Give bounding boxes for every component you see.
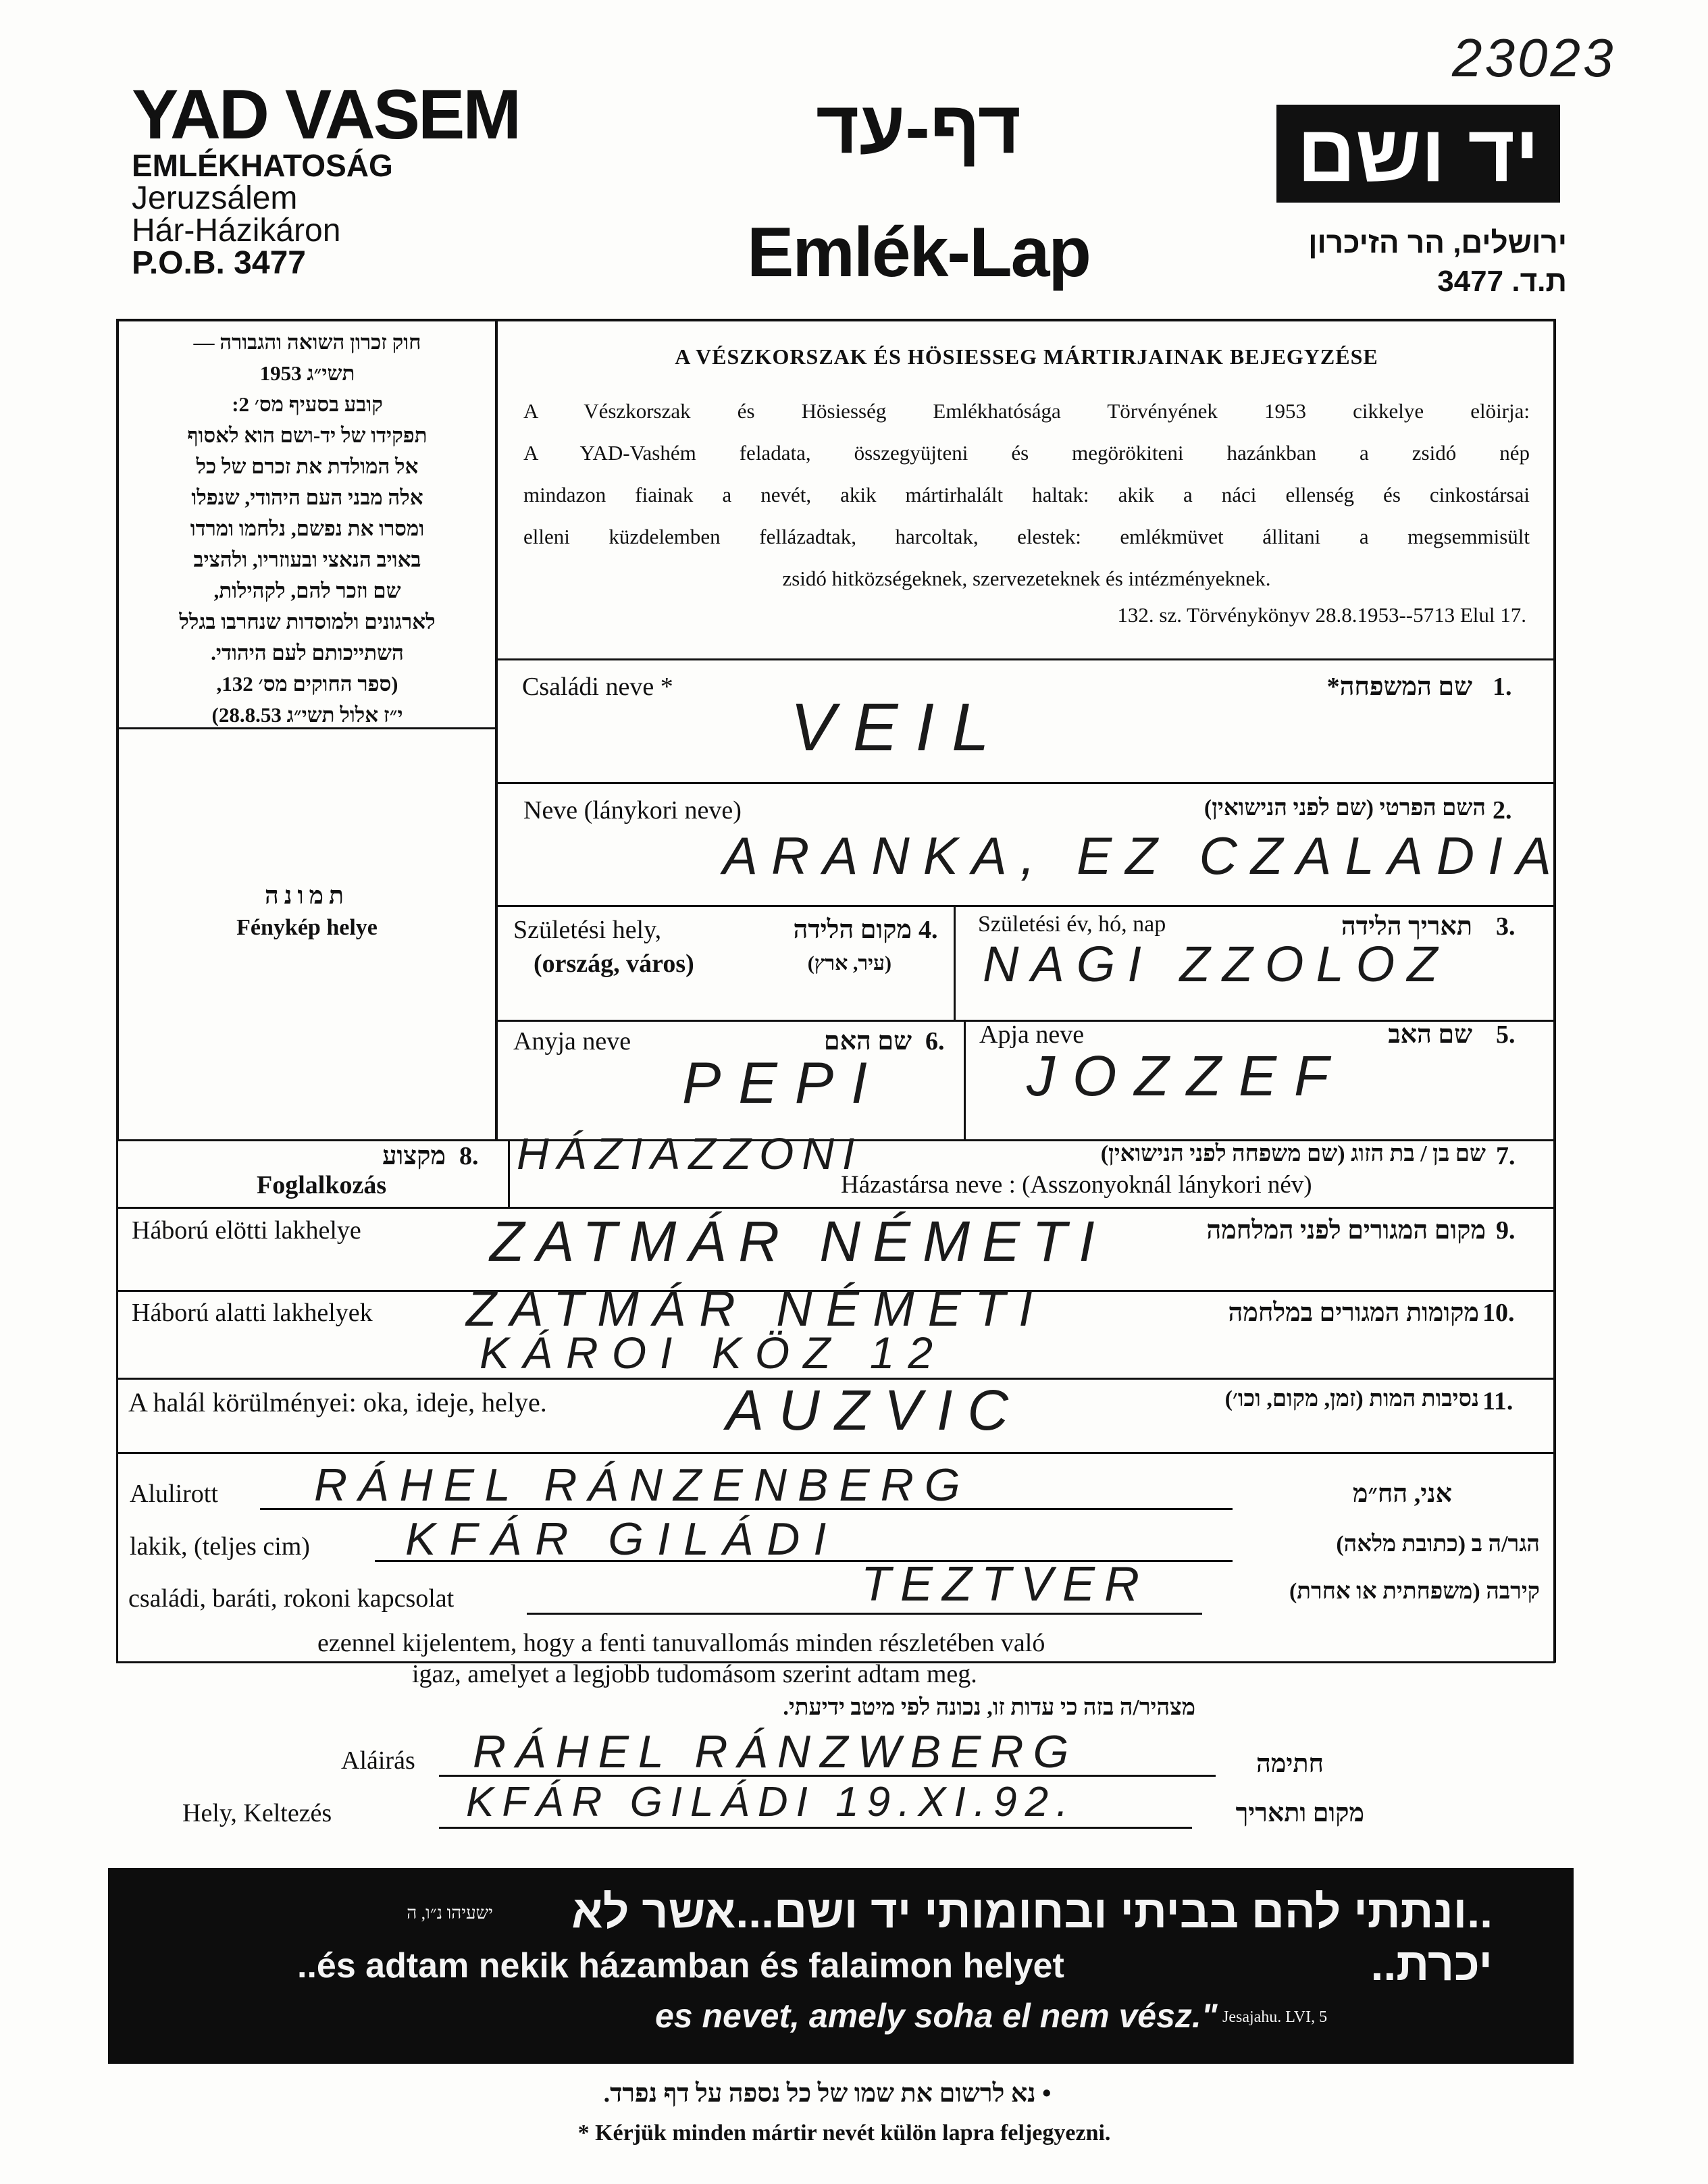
law-line: י״ז אלול תשי״ג 28.8.53) xyxy=(211,703,403,727)
org-sub: EMLÉKHATOSÁG xyxy=(132,148,393,183)
field-6-label: Anyja neve xyxy=(513,1027,631,1056)
field-9-heb: מקום המגורים לפני המלחמה xyxy=(1206,1216,1486,1245)
photo-heb: תמונה xyxy=(265,882,349,909)
intro-line: A Vészkorszak és Hösiesség Emlékhatósága Törvényének 1953 cikkelye elöirja: xyxy=(523,399,1530,423)
org-city: Jeruzsálem xyxy=(132,180,298,216)
intro-line: zsidó hitközségeknek, szervezeteknek és intézményeknek. xyxy=(782,567,1271,590)
law-line: אל המולדת את זכרם של כל xyxy=(196,454,419,478)
submitter-relation-value: TEZTVER xyxy=(861,1557,1149,1611)
logo-text: יד ושם xyxy=(1297,108,1540,199)
field-2-label: Neve (lánykori neve) xyxy=(523,796,742,825)
field-1-label: Családi neve * xyxy=(522,673,673,701)
birth-date-value: NAGI ZZOLOZ xyxy=(983,936,1450,992)
record-number: 23023 xyxy=(1452,28,1616,88)
law-line: שם וזכר להם, לקהילות, xyxy=(213,579,401,602)
submitter-name-value: RÁHEL RÁNZENBERG xyxy=(314,1459,971,1511)
law-line: (ספר החוקים מס׳ 132, xyxy=(216,672,398,696)
signature-label: Aláirás xyxy=(341,1746,415,1775)
org-pob: P.O.B. 3477 xyxy=(132,245,306,281)
law-line: באויב הנאצי ובעוזריו, ולהציב xyxy=(193,548,421,571)
mother-name-value: PEPI xyxy=(682,1051,885,1116)
law-line: השתייכותם לעם היהודי. xyxy=(211,641,404,665)
field-3-label: Születési év, hó, nap xyxy=(978,912,1166,937)
banner-source: Jesajahu. LVI, 5 xyxy=(1222,2008,1328,2026)
declaration-heb: מצהיר/ה בזה כי עדות זו, נכונה לפי מיטב ידיעתי. xyxy=(783,1695,1195,1720)
field-1-heb: שם המשפחה* xyxy=(1326,673,1472,701)
hebrew-title: דף-עד xyxy=(816,86,1021,169)
field-4-heb2: (עיר, ארץ) xyxy=(807,952,891,974)
law-line: ומסרו את נפשם, נלחמו ומרדו xyxy=(190,517,425,540)
law-line: תפקידו של יד-ושם הוא לאסוף xyxy=(187,423,428,447)
hebrew-pob: ת.ד. 3477 xyxy=(1437,265,1567,298)
place-date-label: Hely, Keltezés xyxy=(182,1799,332,1827)
banner-line-1: ..és adtam nekik házamban és falaimon helyet xyxy=(297,1946,1064,1985)
occupation-value: HÁZIAZZONI xyxy=(517,1128,863,1178)
field-9-label: Háború elötti lakhelye xyxy=(132,1216,361,1245)
field-4-label: Születési hely, xyxy=(513,916,662,944)
field-11-label: A halál körülményei: oka, ideje, helye. xyxy=(128,1387,547,1418)
field-9-num: 9. xyxy=(1496,1216,1516,1245)
signature-heb: חתימה xyxy=(1256,1750,1324,1778)
footer-heb: • נא לרשום את שמו של כל נספה על דף נפרד. xyxy=(603,2079,1052,2108)
field-8-heb: מקצוע xyxy=(382,1142,446,1170)
submitter-relation-heb: קירבה (משפחתית או אחרת) xyxy=(1289,1579,1540,1604)
signature-value: RÁHEL RÁNZWBERG xyxy=(473,1726,1079,1777)
field-10-label: Háború alatti lakhelyek xyxy=(132,1299,373,1327)
field-6-heb: שם האם xyxy=(823,1027,912,1056)
declaration xyxy=(317,1628,1330,1690)
wartime-residence-value: ZATMÁR NÉMETI xyxy=(466,1280,1046,1336)
place-date-heb: מקום ותאריך xyxy=(1235,1799,1364,1827)
submitter-relation-label: családi, baráti, rokoni kapcsolat xyxy=(128,1584,455,1613)
field-10-num: 10. xyxy=(1482,1299,1515,1327)
law-line: חוק זכרון השואה והגבורה — xyxy=(193,330,421,354)
field-3-num: 3. xyxy=(1496,912,1516,941)
place-date-value: KFÁR GILÁDI 19.XI.92. xyxy=(466,1779,1077,1825)
field-6-num: 6. xyxy=(925,1027,945,1056)
first-name-value: ARANKA, EZ CZALADIA xyxy=(723,826,1565,885)
submitter-name-label: Alulirott xyxy=(130,1480,218,1508)
banner-heb: ..ונתתי להם בביתי ובחומותי יד ושם...אשר לא יכרת.. xyxy=(571,1886,1493,1990)
submitter-address-heb: הגר/ה ב (כתובת מלאה) xyxy=(1336,1532,1540,1557)
father-name-value: JOZZEF xyxy=(1027,1044,1347,1108)
footer-note: * Kérjük minden mártir nevét külön lapra feljegyezni. xyxy=(577,2121,1111,2146)
law-text xyxy=(128,327,486,731)
hebrew-address: ירושלים, הר הזיכרון xyxy=(1308,226,1567,259)
field-1-num: 1. xyxy=(1493,673,1512,701)
field-5-num: 5. xyxy=(1496,1020,1516,1049)
submitter-address-label: lakik, (teljes cim) xyxy=(130,1532,310,1561)
field-11-heb: נסיבות המות (זמן, מקום, וכו׳) xyxy=(1224,1386,1479,1411)
banner-line-2: es nevet, amely soha el nem vész." xyxy=(655,1997,1218,2035)
law-line: לארגונים ולמוסדות שנחרבו בגלל xyxy=(179,610,436,633)
intro-line: mindazon fiainak a nevét, akik mártirhalált haltak: akik a náci ellenség és cinkostársai xyxy=(523,483,1530,506)
field-10-heb: מקומות המגורים במלחמה xyxy=(1228,1299,1479,1327)
family-name-value: VEIL xyxy=(790,690,1007,765)
law-line: תשי״ג 1953 xyxy=(259,361,355,385)
declaration-line: igaz, amelyet a legjobb tudomásom szerint adtam meg. xyxy=(412,1660,977,1688)
law-line: אלה מבני העם היהודי, שנפלו xyxy=(191,486,423,509)
field-2-heb: השם הפרטי (שם לפני הנישואין) xyxy=(1204,796,1486,821)
wartime-residence-value-2: KÁROI KÖZ 12 xyxy=(480,1328,947,1378)
declaration-line: ezennel kijelentem, hogy a fenti tanuvallomás minden részletében való xyxy=(317,1629,1045,1657)
submitter-name-heb: אני, הח״מ xyxy=(1352,1480,1452,1508)
org-place: Hár-Házikáron xyxy=(132,213,341,249)
page-title: Emlék-Lap xyxy=(747,213,1090,292)
field-5-heb: שם האב xyxy=(1388,1020,1472,1049)
law-line: קובע בסעיף מס׳ 2: xyxy=(232,392,383,416)
intro-line: A YAD-Vashém feladata, összegyüjteni és megörökiteni hazánkban a zsidó nép xyxy=(523,441,1530,465)
field-7-num: 7. xyxy=(1496,1142,1516,1170)
intro-citation: 132. sz. Törvénykönyv 28.8.1953--5713 Elul 17. xyxy=(1117,603,1526,627)
field-8-num: 8. xyxy=(459,1142,479,1170)
field-11-num: 11. xyxy=(1482,1387,1513,1415)
field-7-label: Házastársa neve : (Asszonyoknál lánykori név) xyxy=(841,1171,1312,1199)
field-4-label2: (ország, város) xyxy=(534,950,694,978)
field-4-heb: מקום הלידה xyxy=(793,916,912,944)
field-7-heb: שם בן / בת הזוג (שם משפחה לפני הנישואין) xyxy=(1100,1141,1486,1166)
field-2-num: 2. xyxy=(1493,796,1512,825)
intro-line: elleni küzdelemben fellázadtak, harcoltak, elestek: emlékmüvet állitani a megsemmisült xyxy=(523,525,1530,548)
field-3-heb: תאריך הלידה xyxy=(1341,912,1472,941)
quote-banner xyxy=(108,1868,1574,2064)
intro-heading: A VÉSZKORSZAK ÉS HÖSIESSEG MÁRTIRJAINAK BEJEGYZÉSE xyxy=(675,344,1378,369)
org-name: YAD VASEM xyxy=(132,76,520,154)
submitter-address-value: KFÁR GILÁDI xyxy=(405,1513,840,1565)
photo-label: Fénykép helye xyxy=(236,915,378,940)
org-header xyxy=(132,76,520,281)
field-5-label: Apja neve xyxy=(979,1020,1085,1049)
field-4-num: 4. xyxy=(918,916,938,944)
prewar-residence-value: ZATMÁR NÉMETI xyxy=(490,1210,1107,1273)
intro-body xyxy=(523,390,1530,600)
field-8-label: Foglalkozás xyxy=(257,1171,387,1199)
banner-heb-source: ישעיהו נ״ו, ה xyxy=(407,1903,493,1923)
yad-vashem-logo xyxy=(1276,105,1560,203)
death-circumstances-value: AUZVIC xyxy=(726,1378,1024,1442)
